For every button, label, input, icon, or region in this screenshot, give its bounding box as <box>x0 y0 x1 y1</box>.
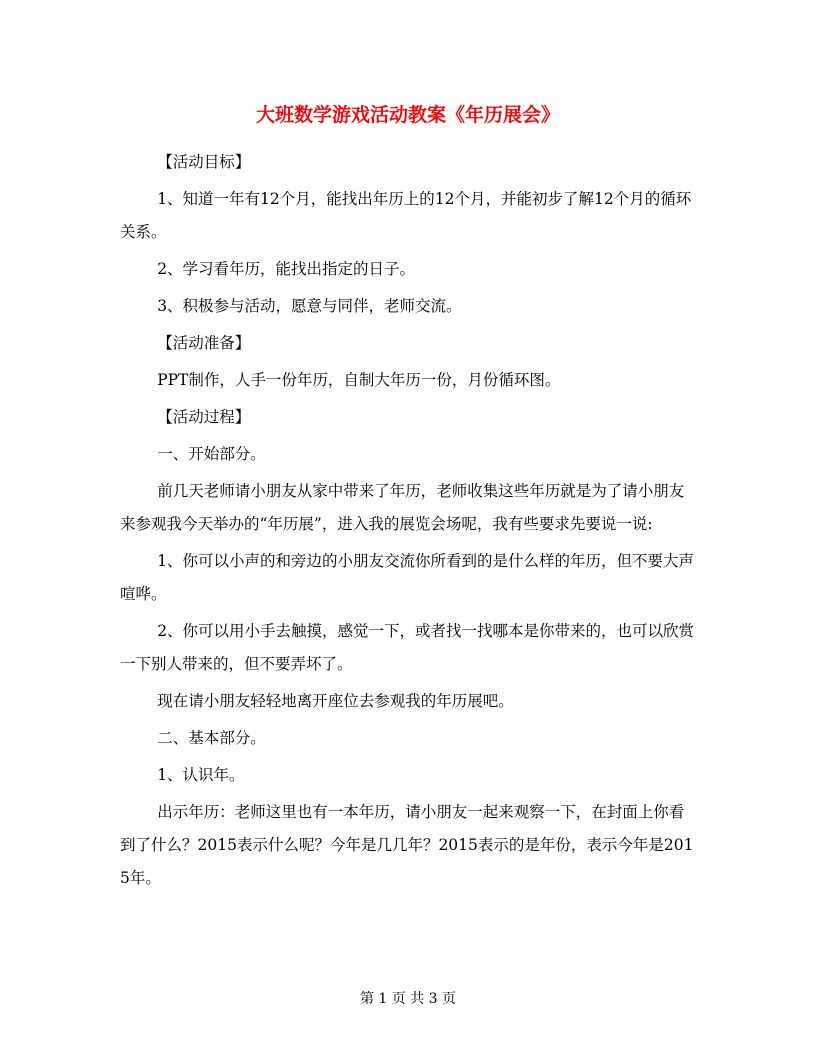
paragraph: 出示年历：老师这里也有一本年历，请小朋友一起来观察一下，在封面上你看到了什么？2015表示什么呢？今年是几几年？2015表示的是年份，表示今年是2015年。 <box>120 803 694 887</box>
paragraph: 二、基本部分。 <box>157 729 266 747</box>
section-heading-goals: 【活动目标】 <box>157 153 251 171</box>
paragraph: 前几天老师请小朋友从家中带来了年历，老师收集这些年历就是为了请小朋友来参观我今天举办的“年历展”，进入我的展览会场呢，我有些要求先要说一说: <box>120 482 685 533</box>
paragraph: 1、认识年。 <box>157 766 245 784</box>
section-heading-preparation: 【活动准备】 <box>157 334 251 352</box>
page-footer: 第 1 页 共 3 页 <box>359 991 457 1007</box>
document-title: 大班数学游戏活动教案《年历展会》 <box>255 104 560 126</box>
paragraph: 3、积极参与活动，愿意与同伴，老师交流。 <box>157 297 462 315</box>
document-body <box>120 146 698 899</box>
paragraph: 2、学习看年历，能找出指定的日子。 <box>157 260 416 278</box>
paragraph: 现在请小朋友轻轻地离开座位去参观我的年历展吧。 <box>157 692 514 710</box>
paragraph: 1、你可以小声的和旁边的小朋友交流你所看到的是什么样的年历，但不要大声喧哗。 <box>120 552 695 603</box>
paragraph: 2、你可以用小手去触摸，感觉一下，或者找一找哪本是你带来的，也可以欣赏一下别人带来的，但不要弄坏了。 <box>120 622 695 673</box>
paragraph: 1、知道一年有12个月，能找出年历上的12个月，并能初步了解12个月的循环关系。 <box>120 190 692 241</box>
paragraph: 一、开始部分。 <box>157 445 266 463</box>
section-heading-process: 【活动过程】 <box>157 408 251 426</box>
paragraph: PPT制作，人手一份年历，自制大年历一份，月份循环图。 <box>157 371 561 389</box>
